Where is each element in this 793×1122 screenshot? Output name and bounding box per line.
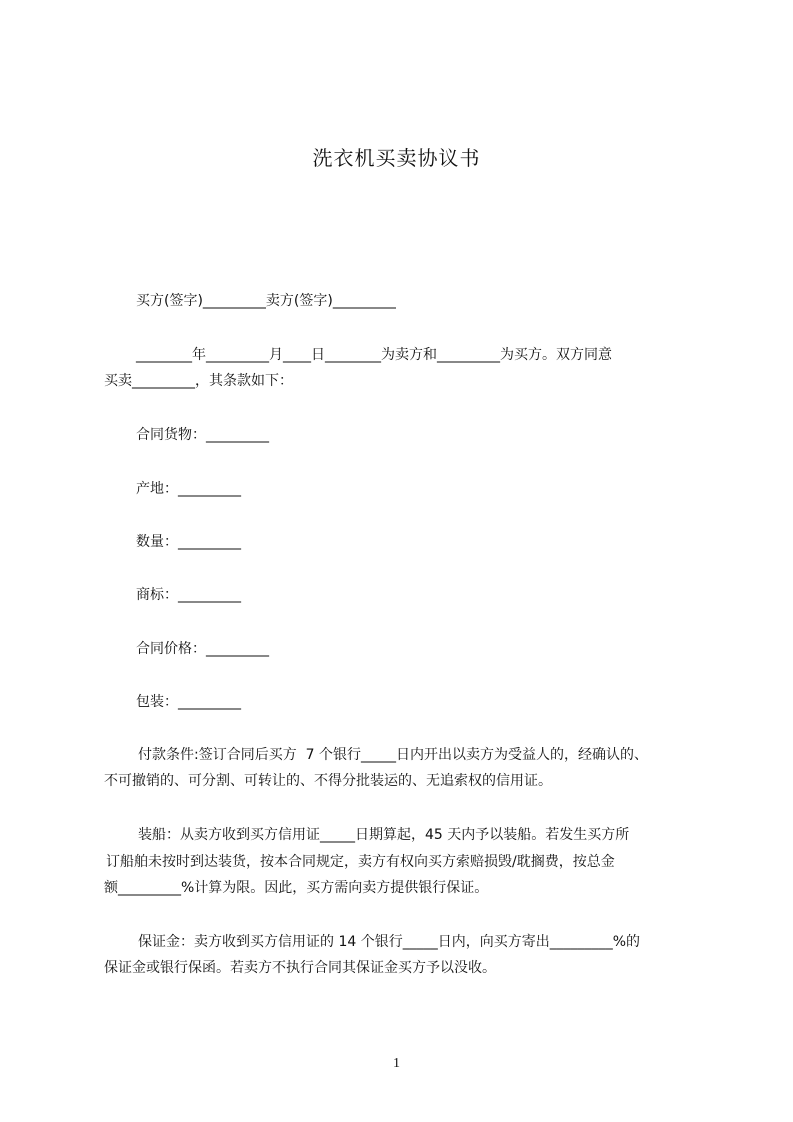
signature-line: 买方(签字)_________卖方(签字)_________ bbox=[136, 293, 396, 309]
quantity-field: 数量：_________ bbox=[136, 534, 241, 550]
shipment-line-3: 额_________%计算为限。因此，买方需向卖方提供银行保证。 bbox=[104, 880, 489, 896]
deposit-line-1: 保证金：卖方收到买方信用证的 14 个银行_____日内，向买方寄出_________%的 bbox=[138, 934, 641, 950]
document-title: 洗衣机买卖协议书 bbox=[312, 146, 481, 170]
deposit-line-2: 保证金或银行保函。若卖方不执行合同其保证金买方予以没收。 bbox=[104, 960, 496, 976]
payment-line-1: 付款条件:签订合同后买方 7 个银行_____日内开出以卖方为受益人的，经确认的、 bbox=[138, 747, 648, 763]
goods-field: 合同货物：_________ bbox=[136, 427, 269, 443]
shipment-line-1: 装船：从卖方收到买方信用证_____日期算起，45 天内予以装船。若发生买方所 bbox=[138, 827, 630, 843]
intro-line-2: 买卖_________，其条款如下： bbox=[104, 373, 293, 389]
packaging-field: 包装：_________ bbox=[136, 694, 241, 710]
trademark-field: 商标：_________ bbox=[136, 587, 241, 603]
intro-line-1: ________年_________月____日________为卖方和_________为买方。双方同意 bbox=[136, 347, 612, 363]
origin-field: 产地：_________ bbox=[136, 481, 241, 497]
payment-line-2: 不可撤销的、可分割、可转让的、不得分批装运的、无追索权的信用证。 bbox=[104, 773, 552, 789]
page-number: 1 bbox=[393, 1056, 400, 1071]
shipment-line-2: 订船舶未按时到达装货，按本合同规定，卖方有权向买方索赔损毁/耽搁费，按总金 bbox=[106, 854, 615, 870]
price-field: 合同价格：_________ bbox=[136, 641, 269, 657]
